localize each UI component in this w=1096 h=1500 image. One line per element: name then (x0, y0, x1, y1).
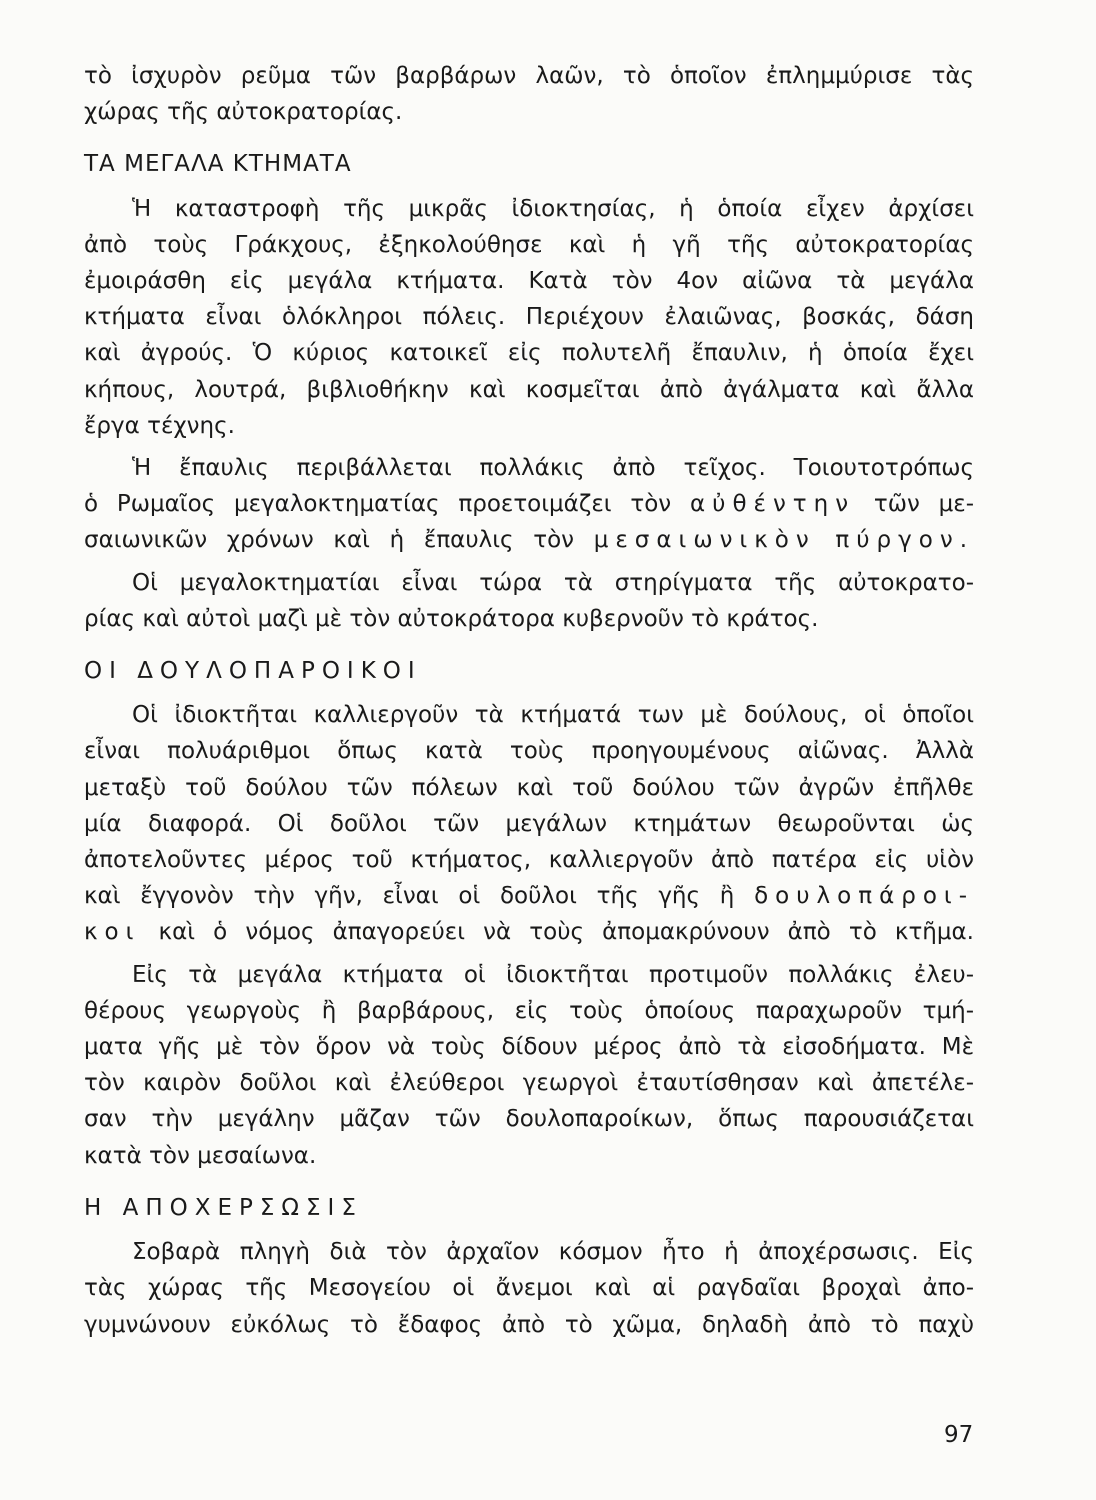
text-line: τὸν καιρὸν δοῦλοι καὶ ἐλεύθεροι γεωργοὶ ἐταυτίσθησαν καὶ ἀπετέλε- (84, 1070, 974, 1097)
text-line: Σοβαρὰ πληγὴ διὰ τὸν ἀρχαῖον κόσμον ἦτο ἡ ἀποχέρσωσις. Εἰς (132, 1239, 974, 1266)
text-line: ἀποτελοῦντες μέρος τοῦ κτήματος, καλλιεργοῦν ἀπὸ πατέρα εἰς υἱὸν (84, 847, 974, 874)
text-line: τὰς χώρας τῆς Μεσογείου οἱ ἄνεμοι καὶ αἱ ραγδαῖαι βροχαὶ ἀπο- (84, 1275, 974, 1302)
text-line: μία διαφορά. Οἱ δοῦλοι τῶν μεγάλων κτημάτων θεωροῦνται ὡς (84, 810, 974, 837)
text-line (84, 486, 974, 522)
serfs-paragraph-1 (84, 697, 974, 950)
serfs-paragraph-2 (84, 957, 974, 1174)
emphasized-word: δουλοπάροι- (754, 883, 975, 910)
text-segment: ὁ Ρωμαῖος μεγαλοκτηματίας προετοιμάζει τὸν (84, 491, 672, 518)
text-segment: σαιωνικῶν χρόνων καὶ ἡ ἔπαυλις τὸν (84, 527, 575, 554)
text-line: καὶ ἀγρούς. Ὁ κύριος κατοικεῖ εἰς πολυτελῆ ἔπαυλιν, ἡ ὁποία ἔχει (84, 340, 974, 367)
page-body (84, 58, 974, 1349)
text-line: κτήματα εἶναι ὁλόκληροι πόλεις. Περιέχουν ἐλαιῶνας, βοσκάς, δάση (84, 304, 974, 331)
text-line: ρίας καὶ αὐτοὶ μαζὶ μὲ τὸν αὐτοκράτορα κυβερνοῦν τὸ κράτος. (84, 605, 819, 632)
emphasized-word: αὐθέντην (689, 491, 856, 518)
text-line: γυμνώνουν εὐκόλως τὸ ἔδαφος ἀπὸ τὸ χῶμα, δηλαδὴ ἀπὸ τὸ παχὺ (84, 1311, 974, 1338)
section-heading-deforestation: Η ΑΠΟΧΕΡΣΩΣΙΣ (84, 1194, 363, 1221)
text-line: Ἡ καταστροφὴ τῆς μικρᾶς ἰδιοκτησίας, ἡ ὁποία εἶχεν ἀρχίσει (132, 195, 974, 222)
text-line (84, 878, 974, 914)
text-line (84, 522, 974, 558)
emphasized-word: πύργον. (835, 527, 975, 554)
text-line: Οἱ ἰδιοκτῆται καλλιεργοῦν τὰ κτήματά των μὲ δούλους, οἱ ὁποῖοι (132, 702, 974, 729)
emphasized-word: μεσαιωνικὸν (593, 527, 816, 554)
estates-paragraph-1 (84, 191, 974, 444)
text-line: κατὰ τὸν μεσαίωνα. (84, 1142, 317, 1169)
text-line: χώρας τῆς αὐτοκρατορίας. (84, 99, 403, 126)
text-segment: καὶ ἔγγονὸν τὴν γῆν, εἶναι οἱ δοῦλοι τῆς γῆς ἢ (84, 883, 735, 910)
text-line: κήπους, λουτρά, βιβλιοθήκην καὶ κοσμεῖται ἀπὸ ἀγάλματα καὶ ἄλλα (84, 376, 974, 403)
text-line: Ἡ ἔπαυλις περιβάλλεται πολλάκις ἀπὸ τεῖχος. Τοιουτοτρόπως (132, 455, 974, 482)
text-line: μεταξὺ τοῦ δούλου τῶν πόλεων καὶ τοῦ δούλου τῶν ἀγρῶν ἐπῆλθε (84, 774, 974, 801)
text-segment: καὶ ὁ νόμος ἀπαγορεύει νὰ τοὺς ἀπομακρύνουν ἀπὸ τὸ κτῆμα. (158, 919, 974, 946)
text-line: σαν τὴν μεγάλην μᾶζαν τῶν δουλοπαροίκων, ὅπως παρουσιάζεται (84, 1106, 974, 1133)
deforestation-paragraph-1 (84, 1234, 974, 1343)
text-line: ἐμοιράσθη εἰς μεγάλα κτήματα. Κατὰ τὸν 4ον αἰῶνα τὰ μεγάλα (84, 268, 974, 295)
text-line: εἶναι πολυάριθμοι ὅπως κατὰ τοὺς προηγουμένους αἰῶνας. Ἀλλὰ (84, 738, 974, 765)
emphasized-word: κοι (84, 919, 141, 946)
text-line: θέρους γεωργοὺς ἢ βαρβάρους, εἰς τοὺς ὁποίους παραχωροῦν τμή- (84, 997, 974, 1024)
section-heading-estates: ΤΑ ΜΕΓΑΛΑ ΚΤΗΜΑΤΑ (84, 151, 352, 178)
text-line (84, 914, 974, 950)
page-number: 97 (944, 1422, 974, 1448)
estates-paragraph-3 (84, 565, 974, 637)
text-line: Οἱ μεγαλοκτηματίαι εἶναι τώρα τὰ στηρίγματα τῆς αὐτοκρατο- (132, 569, 974, 596)
text-line: ἔργα τέχνης. (84, 412, 235, 439)
text-line: Εἰς τὰ μεγάλα κτήματα οἱ ἰδιοκτῆται προτιμοῦν πολλάκις ἐλευ- (132, 961, 974, 988)
text-line: ματα γῆς μὲ τὸν ὅρον νὰ τοὺς δίδουν μέρος ἀπὸ τὰ εἰσοδήματα. Μὲ (84, 1034, 974, 1061)
text-segment: τῶν με- (873, 491, 975, 518)
text-line: τὸ ἰσχυρὸν ρεῦμα τῶν βαρβάρων λαῶν, τὸ ὁποῖον ἐπλημμύρισε τὰς (84, 63, 974, 89)
section-heading-serfs: ΟΙ ΔΟΥΛΟΠΑΡΟΙΚΟΙ (84, 658, 422, 685)
text-line: ἀπὸ τοὺς Γράκχους, ἐξηκολούθησε καὶ ἡ γῆ τῆς αὐτοκρατορίας (84, 231, 974, 258)
estates-paragraph-2 (84, 450, 974, 559)
intro-paragraph (84, 58, 974, 130)
